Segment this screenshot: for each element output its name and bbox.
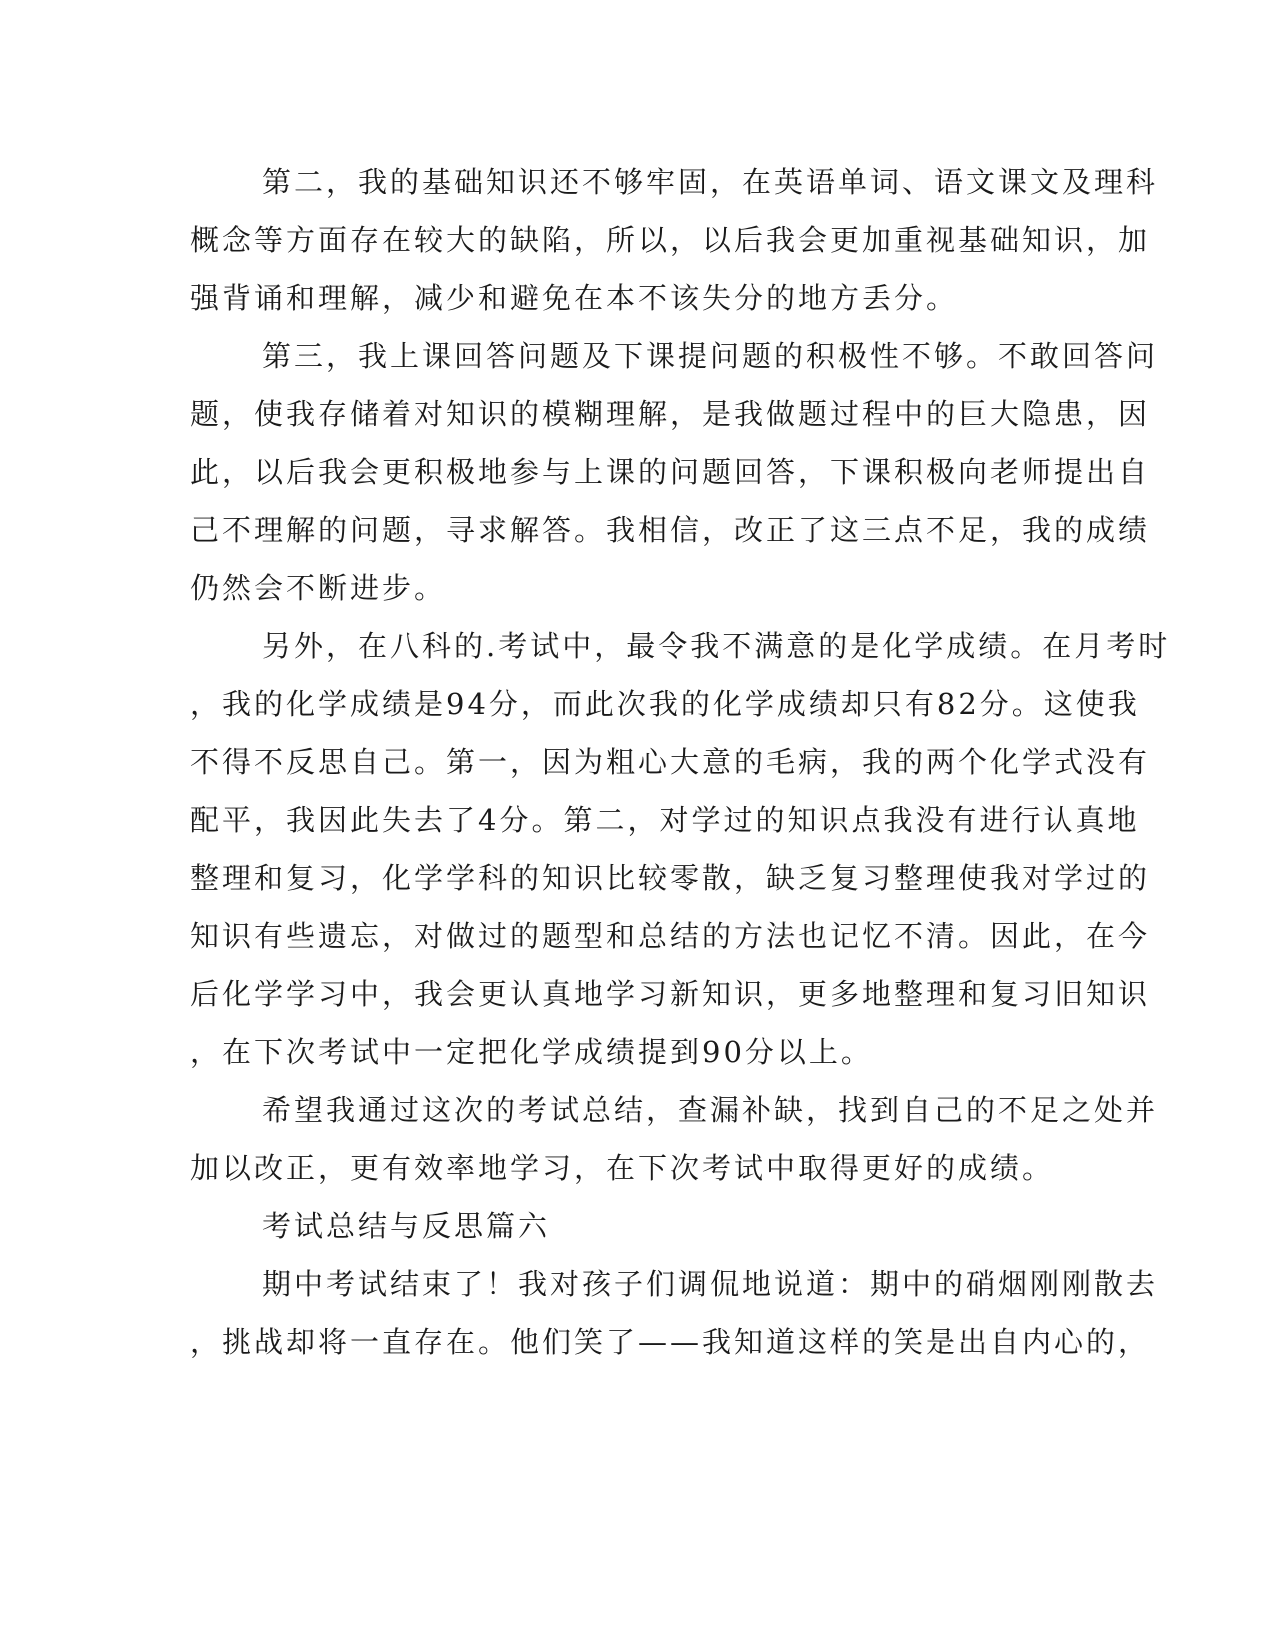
text-line: 第二，我的基础知识还不够牢固，在英语单词、语文课文及理科 — [262, 165, 1159, 199]
text-line: 整理和复习，化学学科的知识比较零散，缺乏复习整理使我对学过的 — [190, 861, 1151, 895]
text-line: 第三，我上课回答问题及下课提问题的积极性不够。不敢回答问 — [262, 339, 1159, 373]
text-line: 后化学学习中，我会更认真地学习新知识，更多地整理和复习旧知识 — [190, 977, 1151, 1011]
text-line: ，我的化学成绩是94分，而此次我的化学成绩却只有82分。这使我 — [190, 687, 1140, 721]
text-line: 概念等方面存在较大的缺陷，所以，以后我会更加重视基础知识，加 — [190, 223, 1151, 257]
text-line: 知识有些遗忘，对做过的题型和总结的方法也记忆不清。因此，在今 — [190, 919, 1151, 953]
text-line: ，在下次考试中一定把化学成绩提到90分以上。 — [190, 1035, 873, 1069]
text-line: 不得不反思自己。第一，因为粗心大意的毛病，我的两个化学式没有 — [190, 745, 1151, 779]
text-line: 另外，在八科的.考试中，最令我不满意的是化学成绩。在月考时 — [262, 629, 1171, 663]
text-line: 仍然会不断进步。 — [190, 571, 447, 605]
text-line: ，挑战却将一直存在。他们笑了——我知道这样的笑是出自内心的， — [190, 1325, 1151, 1359]
text-line: 希望我通过这次的考试总结，查漏补缺，找到自己的不足之处并 — [262, 1093, 1159, 1127]
text-line: 加以改正，更有效率地学习，在下次考试中取得更好的成绩。 — [190, 1151, 1055, 1185]
section-heading: 考试总结与反思篇六 — [262, 1209, 551, 1243]
text-line: 强背诵和理解，减少和避免在本不该失分的地方丢分。 — [190, 281, 959, 315]
text-line: 配平，我因此失去了4分。第二，对学过的知识点我没有进行认真地 — [190, 803, 1140, 837]
text-line: 期中考试结束了！我对孩子们调侃地说道：期中的硝烟刚刚散去 — [262, 1267, 1159, 1301]
text-line: 此，以后我会更积极地参与上课的问题回答，下课积极向老师提出自 — [190, 455, 1151, 489]
text-line: 己不理解的问题，寻求解答。我相信，改正了这三点不足，我的成绩 — [190, 513, 1151, 547]
text-line: 题，使我存储着对知识的模糊理解，是我做题过程中的巨大隐患，因 — [190, 397, 1151, 431]
